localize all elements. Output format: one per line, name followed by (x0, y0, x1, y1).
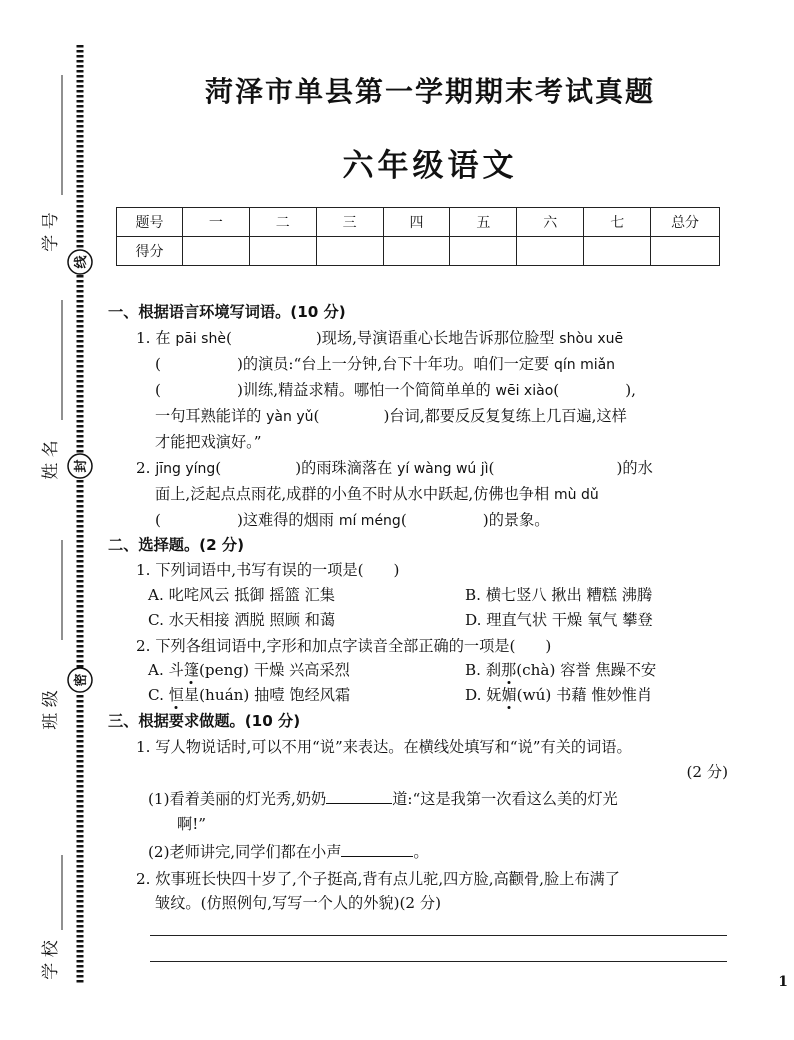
section-3-heading: 三、根据要求做题。(10 分) (108, 712, 301, 730)
pinyin: yí wàng wú jì (397, 461, 489, 477)
score-header-cell: 三 (316, 208, 383, 237)
mc1-option-b[interactable]: B. 横七竖八 揪出 糟糕 沸腾 (465, 586, 653, 604)
q2-text: )的景象。 (482, 511, 550, 529)
sub2-text: 。 (413, 843, 429, 861)
q2-text: )这难得的烟雨 (236, 511, 339, 529)
option-text: (chà) 容誉 焦躁不安 (516, 661, 657, 679)
q2-line-3 (155, 510, 549, 531)
mc1-stem (136, 560, 399, 580)
dotted-char: 恒 (168, 686, 184, 704)
option-text: (wú) 书藉 惟妙惟肖 (516, 686, 653, 704)
s3-q2-line-2: 皱纹。(仿照例句,写写一个人的外貌)(2 分) (155, 894, 442, 912)
score-header-cell: 题号 (117, 208, 183, 237)
q1-text: 1. 在 (136, 329, 176, 347)
section-1-heading: 一、根据语言环境写词语。(10 分) (108, 303, 346, 321)
class-label: 班 级 (41, 690, 61, 730)
mc2-option-a[interactable] (148, 660, 350, 680)
score-row-label: 得分 (117, 237, 183, 266)
q1-text: 一句耳熟能详的 (155, 407, 267, 425)
option-text: B. 刹 (465, 661, 502, 679)
pinyin: shòu xuē (559, 331, 624, 347)
option-text: C. (148, 686, 169, 704)
paren-open: ( (155, 381, 161, 399)
paren-close: ) (393, 561, 400, 579)
mc2-option-c[interactable] (148, 685, 350, 705)
q2-text: )的水 (616, 459, 653, 477)
q1-text: )训练,精益求精。哪怕一个简简单单的 (236, 381, 496, 399)
s3-q1-score: (2 分) (686, 763, 728, 781)
seal-secret-text: 密 (74, 673, 89, 687)
answer-underline[interactable] (326, 789, 392, 804)
answer-writing-line[interactable] (150, 935, 727, 936)
dotted-char: 篷 (183, 661, 199, 679)
dotted-char: 那 (501, 661, 517, 679)
pinyin: wēi xiào (495, 383, 554, 399)
answer-writing-line[interactable] (150, 961, 727, 962)
page-number: 1 (778, 974, 788, 990)
pinyin: yàn yǔ (266, 409, 314, 425)
seal-secret (68, 668, 92, 692)
q1-text: )的演员:“台上一分钟,台下十年功。咱们一定要 (236, 355, 554, 373)
mc1-stem-text: 1. 下列词语中,书写有误的一项是( (136, 561, 364, 579)
q1-text: )现场,导演语重心长地告诉那位脸型 (315, 329, 560, 347)
mc1-option-d[interactable]: D. 理直气状 干燥 氧气 攀登 (465, 611, 653, 629)
s3-q1-sub1 (148, 789, 618, 809)
exam-title: 菏泽市单县第一学期期末考试真题 (204, 75, 655, 108)
option-text: D. 妩 (465, 686, 502, 704)
q2-line-1 (136, 458, 653, 479)
score-header-cell: 五 (450, 208, 517, 237)
sub2-text: (2)老师讲完,同学们都在小声 (148, 843, 342, 861)
dotted-char: 媚 (501, 686, 517, 704)
q1-line-4 (155, 406, 627, 427)
score-header-cell: 一 (182, 208, 249, 237)
seal-line (68, 250, 92, 274)
binding-margin (0, 0, 110, 1040)
q1-line-2 (155, 354, 615, 375)
mc2-option-b[interactable] (465, 660, 656, 680)
q1-text: ), (625, 381, 636, 399)
student-id-label: 学 号 (41, 212, 61, 252)
q2-text: 面上,泛起点点雨花,成群的小鱼不时从水中跃起,仿佛也争相 (155, 485, 554, 503)
s3-q2-line-1: 2. 炊事班长快四十岁了,个子挺高,背有点儿驼,四方脸,高颧骨,脸上布满了 (136, 870, 620, 888)
exam-content (108, 0, 730, 1040)
mc1-option-a[interactable]: A. 叱咤风云 抵御 摇篮 汇集 (148, 586, 335, 604)
pinyin: jīng yíng (155, 461, 216, 477)
score-header-cell: 七 (584, 208, 651, 237)
answer-underline[interactable] (341, 842, 413, 857)
option-text: (peng) 干燥 兴高采烈 (199, 661, 350, 679)
option-text: 星(huán) 抽噎 饱经风霜 (183, 686, 351, 704)
mc1-option-c[interactable]: C. 水天相接 洒脱 照顾 和蔼 (148, 611, 336, 629)
paren-open: ( (488, 459, 495, 477)
seal-line-text: 线 (74, 255, 89, 269)
pinyin: qín miǎn (553, 357, 616, 373)
score-header-cell: 六 (517, 208, 584, 237)
q2-text: )的雨珠滴落在 (295, 459, 398, 477)
paren-open: ( (155, 355, 161, 373)
school-label: 学 校 (41, 940, 61, 980)
q1-line-5: 才能把戏演好。” (155, 433, 262, 451)
q1-line-1 (136, 328, 623, 349)
seal-seal (68, 454, 92, 478)
q2-text: 2. (136, 459, 156, 477)
paren-open: ( (313, 407, 320, 425)
paren-close: ) (545, 637, 552, 655)
seal-seal-text: 封 (74, 459, 89, 473)
mc2-option-d[interactable] (465, 685, 652, 705)
name-label: 姓 名 (41, 440, 61, 480)
s3-q1-line-1: 1. 写人物说话时,可以不用“说”来表达。在横线处填写和“说”有关的词语。 (136, 738, 632, 756)
score-header-cell: 四 (383, 208, 450, 237)
q2-line-2 (155, 484, 599, 505)
score-header-cell: 总分 (651, 208, 720, 237)
mc2-stem (136, 636, 551, 656)
sub1-text: 道:“这是我第一次看这么美的灯光 (392, 790, 618, 808)
sub1-text: (1)看着美丽的灯光秀,奶奶 (148, 790, 327, 808)
paren-open: ( (553, 381, 560, 399)
paren-open: ( (155, 511, 161, 529)
q1-line-3 (155, 380, 636, 401)
paren-open: ( (225, 329, 232, 347)
option-text: A. 斗 (148, 661, 184, 679)
paren-open: ( (215, 459, 222, 477)
score-header-cell: 二 (249, 208, 316, 237)
s3-q1-sub1-cont: 啊!” (177, 815, 207, 833)
section-2-heading: 二、选择题。(2 分) (108, 536, 245, 554)
q1-text: )台词,都要反反复复练上几百遍,这样 (383, 407, 627, 425)
paren-open: ( (400, 511, 407, 529)
s3-q1-sub2 (148, 842, 429, 862)
pinyin: mù dǔ (554, 487, 599, 503)
mc2-stem-text: 2. 下列各组词语中,字形和加点字读音全部正确的一项是( (136, 637, 516, 655)
pinyin: mí méng (338, 513, 401, 529)
pinyin: pāi shè (175, 331, 226, 347)
exam-subtitle: 六年级语文 (342, 148, 518, 184)
